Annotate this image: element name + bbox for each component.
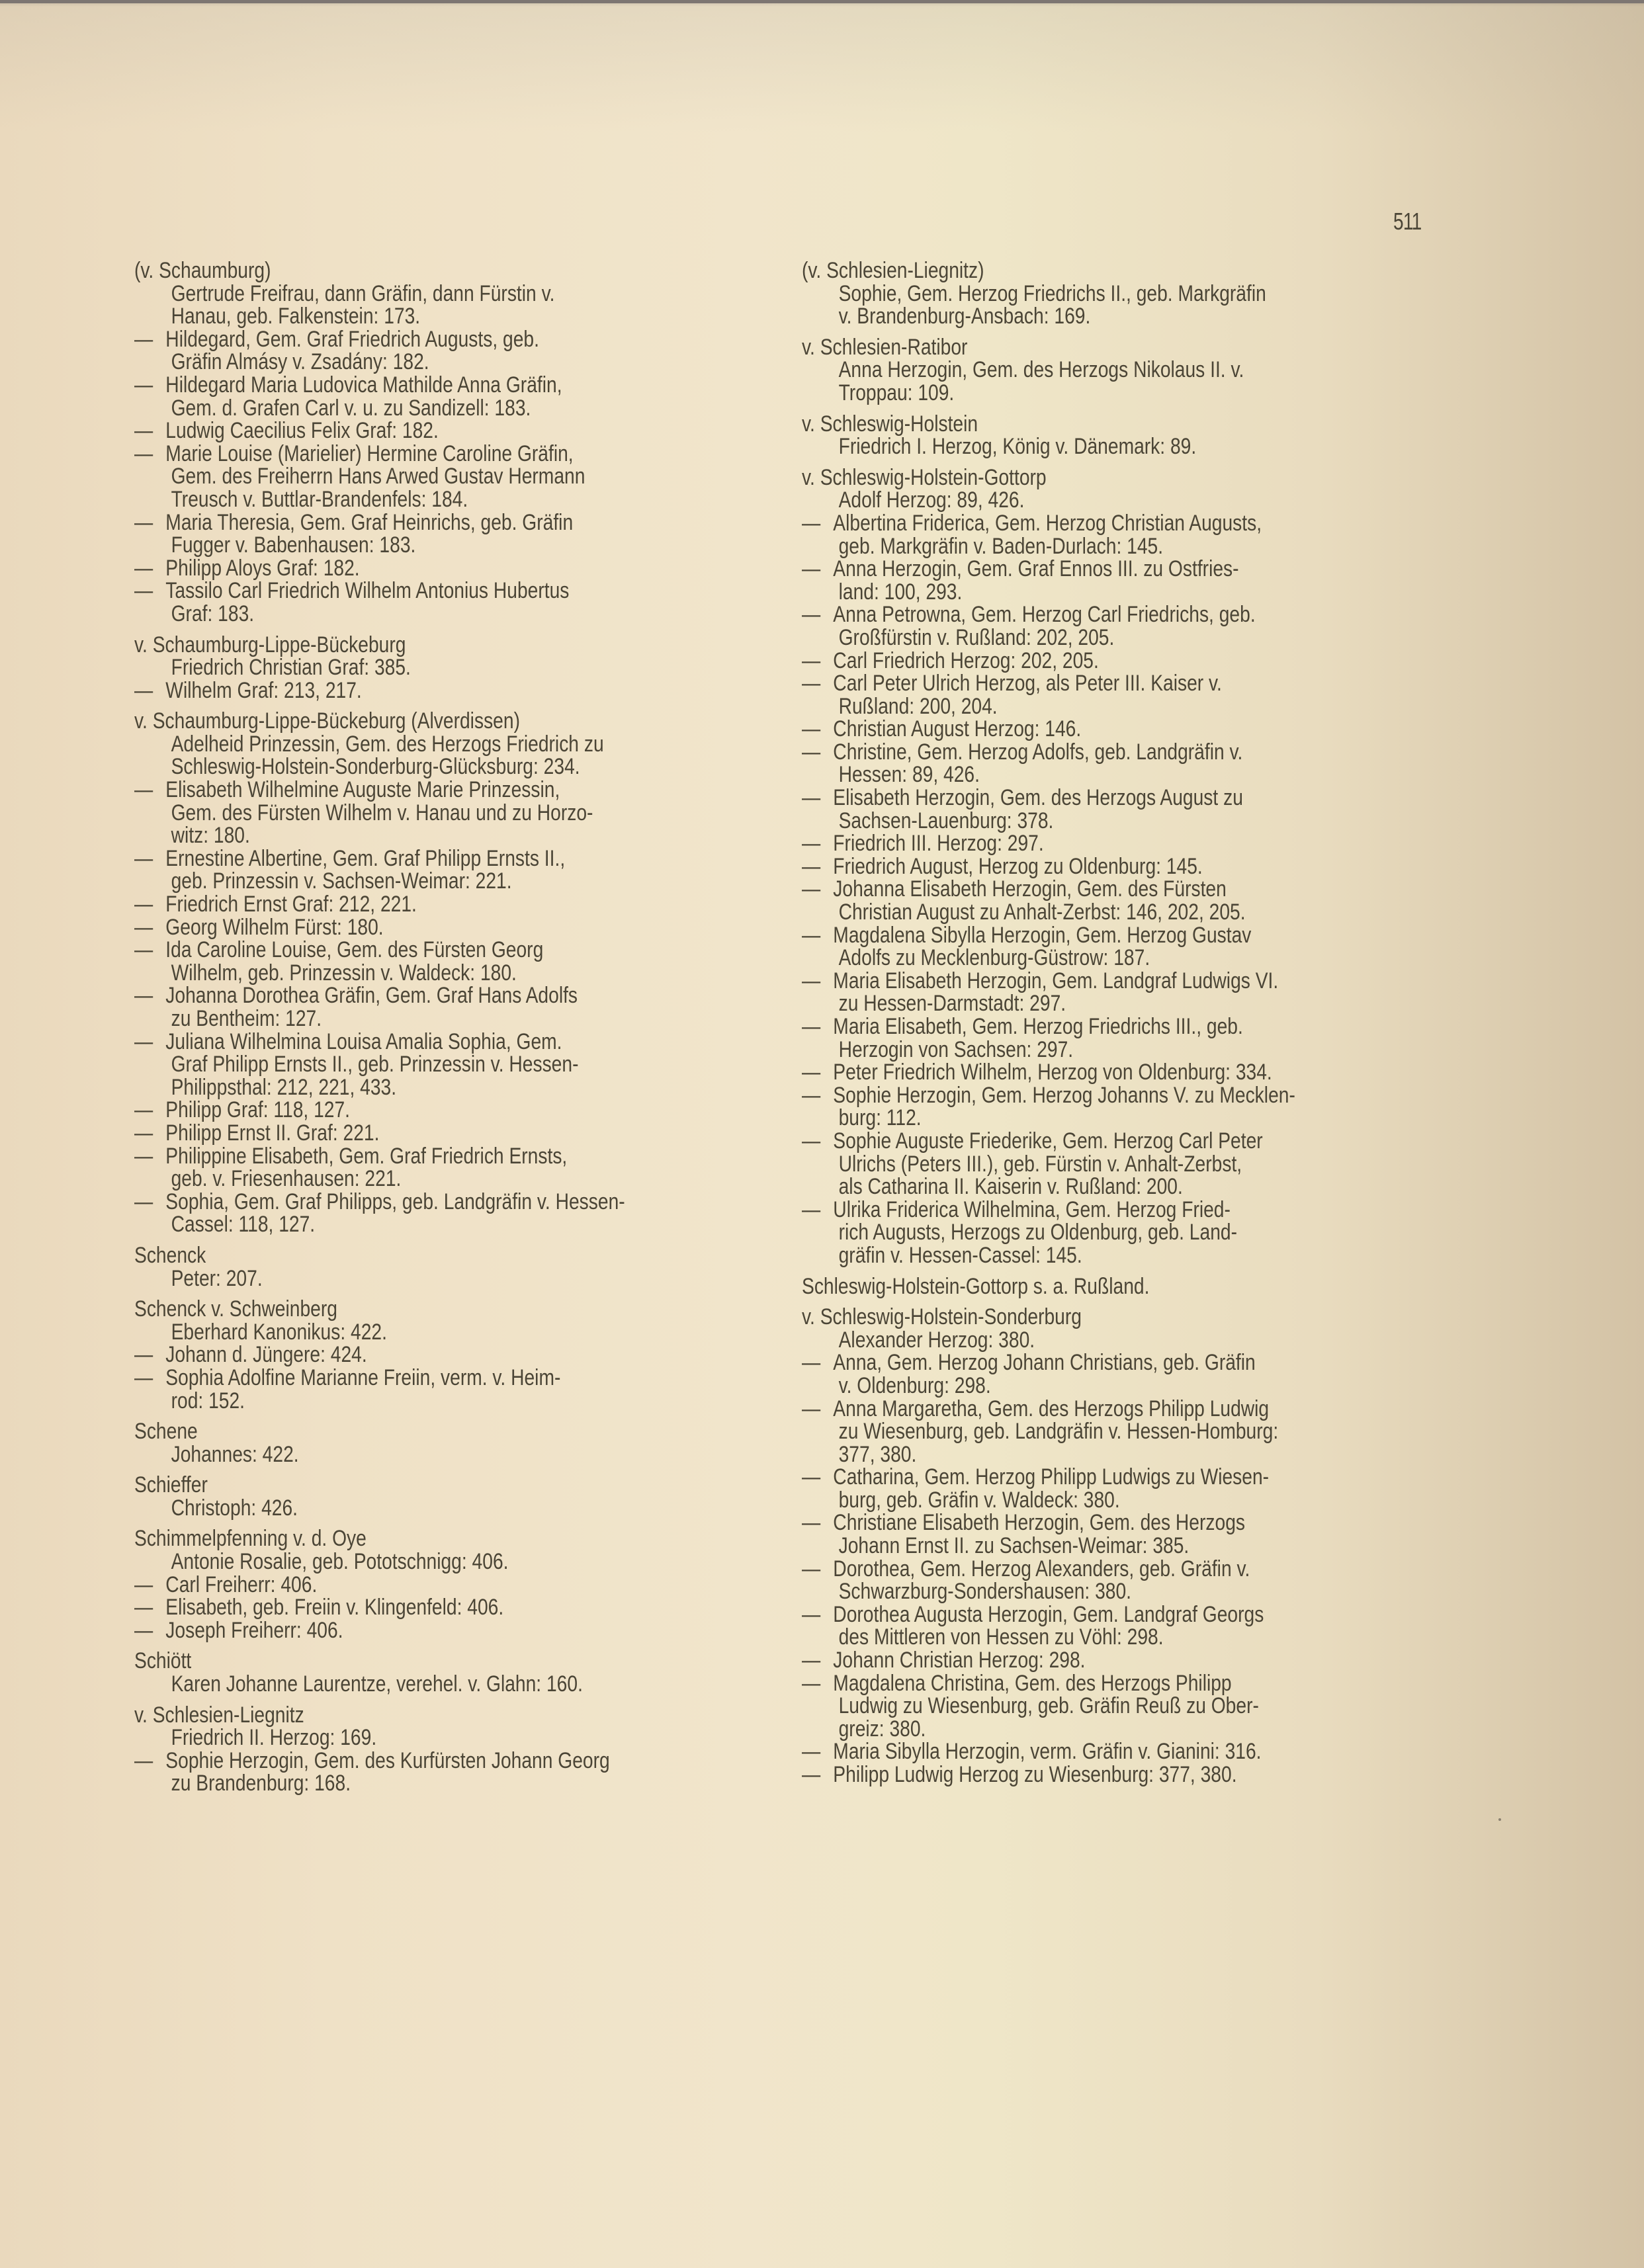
index-entry	[802, 970, 1340, 993]
index-entry	[802, 672, 1340, 695]
index-entry-continuation: Rußland: 200, 204.	[838, 693, 998, 719]
index-entry-text: Magdalena Christina, Gem. des Herzogs Philipp	[833, 1670, 1232, 1696]
dash-glyph: —	[802, 1739, 821, 1765]
index-entry-text: Johanna Dorothea Gräfin, Gem. Graf Hans Adolfs	[165, 983, 578, 1009]
index-entry: Karen Johanne Laurentze, verehel. v. Glahn: 160.	[171, 1671, 583, 1697]
index-entry-continuation: Johann Ernst II. zu Sachsen-Weimar: 385.	[838, 1533, 1190, 1559]
index-entry	[134, 374, 662, 397]
index-entry	[802, 1084, 1340, 1107]
index-entry: Gertrude Freifrau, dann Gräfin, dann Fürstin v.	[171, 280, 555, 306]
dash-glyph: —	[134, 1342, 153, 1368]
index-entry	[802, 1015, 1340, 1038]
dash-glyph: —	[802, 1396, 821, 1421]
index-entry-text: Maria Elisabeth, Gem. Herzog Friedrichs III., geb.	[833, 1014, 1243, 1039]
index-entry-continuation: zu Brandenburg: 168.	[171, 1771, 351, 1796]
index-entry-text: Philipp Graf: 118, 127.	[165, 1097, 351, 1123]
dash-glyph: —	[134, 418, 153, 444]
index-entry: Adelheid Prinzessin, Gem. des Herzogs Friedrich zu	[171, 731, 604, 757]
dash-glyph: —	[802, 1060, 821, 1085]
index-group	[802, 1275, 1450, 1298]
dash-glyph: —	[134, 914, 153, 940]
scan-speck	[1498, 1818, 1501, 1821]
dash-glyph: —	[134, 1595, 153, 1620]
index-entry-text: Philipp Aloys Graf: 182.	[165, 555, 360, 581]
index-entry: Friedrich Christian Graf: 385.	[171, 655, 411, 681]
index-heading: Schimmelpfenning v. d. Oye	[134, 1526, 367, 1552]
index-entry	[134, 939, 662, 962]
dash-glyph: —	[134, 845, 153, 871]
dash-glyph: —	[802, 671, 821, 696]
index-entry-continuation: des Mittleren von Hessen zu Vöhl: 298.	[838, 1624, 1164, 1650]
index-entry	[134, 1574, 662, 1597]
index-entry-text: Friedrich Ernst Graf: 212, 221.	[165, 892, 417, 917]
index-column-right	[802, 259, 1450, 1794]
index-heading: (v. Schaumburg)	[134, 258, 271, 283]
index-column-left	[134, 259, 769, 1803]
dash-glyph: —	[134, 1365, 153, 1390]
index-heading: v. Schaumburg-Lippe-Bückeburg	[134, 632, 406, 657]
index-heading: Schenck	[134, 1242, 206, 1268]
index-entry-text: Anna, Gem. Herzog Johann Christians, geb. Gräfin	[833, 1350, 1256, 1376]
index-entry	[802, 1351, 1340, 1374]
index-entry-text: Dorothea Augusta Herzogin, Gem. Landgraf Georgs	[833, 1601, 1264, 1627]
index-entry-text: Anna Herzogin, Gem. Graf Ennos III. zu Ostfries-	[833, 556, 1239, 582]
scan-top-edge	[0, 0, 1644, 3]
index-entry-continuation: zu Wiesenburg, geb. Landgräfin v. Hessen-Homburg:	[838, 1419, 1279, 1445]
index-entry-continuation: Sachsen-Lauenburg: 378.	[838, 808, 1054, 833]
dash-glyph: —	[134, 983, 153, 1009]
index-entry	[802, 1672, 1340, 1695]
index-entry-continuation: Ludwig zu Wiesenburg, geb. Gräfin Reuß zu Ober-	[838, 1693, 1259, 1719]
index-entry-text: Philippine Elisabeth, Gem. Graf Friedrich Ernsts,	[165, 1143, 568, 1169]
index-entry: Anna Herzogin, Gem. des Herzogs Nikolaus II. v.	[838, 357, 1244, 383]
index-entry-continuation: Philippsthal: 212, 221, 433.	[171, 1074, 397, 1100]
dash-glyph: —	[134, 372, 153, 398]
index-entry: Sophie, Gem. Herzog Friedrichs II., geb. Markgräfin	[838, 280, 1266, 306]
dash-glyph: —	[134, 441, 153, 466]
index-entry	[134, 1099, 662, 1122]
index-entry	[802, 1603, 1340, 1626]
index-entry-text: Sophie Auguste Friederike, Gem. Herzog Carl Peter	[833, 1128, 1263, 1154]
dash-glyph: —	[134, 1120, 153, 1146]
index-entry: Antonie Rosalie, geb. Pototschnigg: 406.	[171, 1549, 509, 1575]
index-entry-text: Christiane Elisabeth Herzogin, Gem. des Herzogs	[833, 1510, 1246, 1536]
index-entry-text: Ernestine Albertine, Gem. Graf Philipp Ernsts II.,	[165, 845, 566, 871]
index-entry	[134, 1749, 662, 1773]
index-heading: Schieffer	[134, 1472, 208, 1498]
index-entry-text: Wilhelm Graf: 213, 217.	[165, 677, 362, 703]
dash-glyph: —	[802, 1601, 821, 1627]
index-entry	[134, 1619, 662, 1642]
index-entry-text: Joseph Freiherr: 406.	[165, 1617, 343, 1643]
index-heading: Schleswig-Holstein-Gottorp s. a. Rußland.	[802, 1273, 1150, 1299]
index-entry: Adolf Herzog: 89, 426.	[838, 487, 1025, 513]
index-entry: Peter: 207.	[171, 1265, 263, 1291]
dash-glyph: —	[802, 1128, 821, 1154]
index-entry	[802, 924, 1340, 947]
index-entry-continuation: v. Brandenburg-Ansbach: 169.	[838, 304, 1091, 329]
index-group	[802, 466, 1450, 1267]
index-entry	[134, 1030, 662, 1054]
index-entry-continuation: rich Augusts, Herzogs zu Oldenburg, geb. Land-	[838, 1220, 1237, 1245]
index-entry-continuation: Wilhelm, geb. Prinzessin v. Waldeck: 180.	[171, 960, 517, 986]
index-entry-text: Carl Peter Ulrich Herzog, als Peter III. Kaiser v.	[833, 671, 1222, 696]
index-entry	[802, 1558, 1340, 1581]
index-entry-continuation: Herzogin von Sachsen: 297.	[838, 1036, 1074, 1062]
index-entry	[802, 1466, 1340, 1489]
dash-glyph: —	[802, 602, 821, 628]
dash-glyph: —	[134, 892, 153, 917]
index-group	[134, 1244, 769, 1290]
index-heading: v. Schleswig-Holstein-Sonderburg	[802, 1304, 1082, 1330]
index-entry	[802, 855, 1340, 878]
index-entry-text: Maria Sibylla Herzogin, verm. Gräfin v. Gianini: 316.	[833, 1739, 1262, 1765]
index-group	[134, 1650, 769, 1695]
index-heading: (v. Schlesien-Liegnitz)	[802, 258, 984, 283]
dash-glyph: —	[134, 1747, 153, 1773]
index-entry-continuation: Adolfs zu Mecklenburg-Güstrow: 187.	[838, 945, 1150, 971]
index-entry-continuation: witz: 180.	[171, 823, 250, 849]
index-entry-text: Hildegard, Gem. Graf Friedrich Augusts, geb.	[165, 326, 539, 352]
index-entry-continuation: Troppau: 109.	[838, 380, 955, 405]
index-entry-text: Carl Freiherr: 406.	[165, 1572, 318, 1597]
index-entry-continuation: Schwarzburg-Sondershausen: 380.	[838, 1579, 1131, 1605]
dash-glyph: —	[802, 1648, 821, 1673]
index-entry	[134, 511, 662, 534]
index-entry	[802, 1198, 1340, 1222]
index-entry	[802, 1740, 1340, 1763]
index-entry-text: Sophia, Gem. Graf Philipps, geb. Landgräfin v. Hessen-	[165, 1189, 625, 1214]
dash-glyph: —	[802, 648, 821, 673]
dash-glyph: —	[134, 1572, 153, 1597]
index-entry-continuation: Gem. des Freiherrn Hans Arwed Gustav Hermann	[171, 464, 585, 489]
index-entry: Johannes: 422.	[171, 1441, 299, 1467]
dash-glyph: —	[134, 1189, 153, 1214]
index-entry	[134, 916, 662, 939]
dash-glyph: —	[134, 677, 153, 703]
dash-glyph: —	[802, 1350, 821, 1376]
index-entry-text: Ida Caroline Louise, Gem. des Fürsten Georg	[165, 937, 544, 963]
index-entry-text: Anna Margaretha, Gem. des Herzogs Philipp Ludwig	[833, 1396, 1270, 1421]
index-entry-continuation: Treusch v. Buttlar-Brandenfels: 184.	[171, 486, 468, 512]
index-entry	[134, 1191, 662, 1214]
dash-glyph: —	[134, 937, 153, 963]
index-group	[134, 1420, 769, 1466]
dash-glyph: —	[134, 1617, 153, 1643]
index-entry-text: Sophia Adolfine Marianne Freiin, verm. v. Heim-	[165, 1365, 561, 1390]
dash-glyph: —	[802, 1762, 821, 1787]
index-entry	[802, 603, 1340, 626]
index-entry	[802, 786, 1340, 810]
index-heading: Schene	[134, 1419, 198, 1445]
index-group	[134, 1298, 769, 1412]
index-entry-continuation: Hessen: 89, 426.	[838, 762, 980, 788]
dash-glyph: —	[802, 831, 821, 857]
index-entry-continuation: Cassel: 118, 127.	[171, 1212, 316, 1238]
dash-glyph: —	[802, 1670, 821, 1696]
dash-glyph: —	[802, 1556, 821, 1581]
index-entry	[802, 832, 1340, 855]
index-entry-text: Johanna Elisabeth Herzogin, Gem. des Fürsten	[833, 876, 1227, 902]
index-entry-text: Hildegard Maria Ludovica Mathilde Anna Gräfin,	[165, 372, 562, 398]
index-entry	[134, 557, 662, 580]
scan-shadow	[0, 0, 1644, 132]
dash-glyph: —	[802, 876, 821, 902]
index-entry	[134, 419, 662, 442]
index-entry-text: Magdalena Sibylla Herzogin, Gem. Herzog Gustav	[833, 922, 1252, 948]
index-entry-text: Maria Elisabeth Herzogin, Gem. Landgraf Ludwigs VI.	[833, 968, 1279, 993]
index-entry-text: Johann d. Jüngere: 424.	[165, 1342, 367, 1368]
index-group	[134, 710, 769, 1236]
index-entry-continuation: geb. Markgräfin v. Baden-Durlach: 145.	[838, 533, 1164, 559]
index-entry	[134, 984, 662, 1007]
index-entry-text: Sophie Herzogin, Gem. Herzog Johanns V. zu Mecklen-	[833, 1082, 1295, 1108]
index-entry-continuation: zu Hessen-Darmstadt: 297.	[838, 991, 1066, 1017]
index-entry-text: Johann Christian Herzog: 298.	[833, 1648, 1086, 1673]
dash-glyph: —	[802, 556, 821, 582]
index-entry-text: Marie Louise (Marielier) Hermine Caroline Gräfin,	[165, 441, 574, 466]
index-entry	[134, 1122, 662, 1145]
index-entry-continuation: Fugger v. Babenhausen: 183.	[171, 532, 416, 558]
index-entry-text: Peter Friedrich Wilhelm, Herzog von Oldenburg: 334.	[833, 1060, 1272, 1085]
index-entry: Alexander Herzog: 380.	[838, 1327, 1035, 1353]
index-entry-text: Elisabeth, geb. Freiin v. Klingenfeld: 406.	[165, 1595, 504, 1620]
index-entry-continuation: Schleswig-Holstein-Sonderburg-Glücksburg: 234.	[171, 754, 580, 780]
index-entry-continuation: Graf: 183.	[171, 601, 255, 626]
index-entry: Friedrich I. Herzog, König v. Dänemark: 89.	[838, 434, 1197, 460]
index-entry-continuation: burg, geb. Gräfin v. Waldeck: 380.	[838, 1487, 1120, 1513]
index-entry-text: Sophie Herzogin, Gem. des Kurfürsten Johann Georg	[165, 1747, 610, 1773]
index-entry-continuation: Gem. d. Grafen Carl v. u. zu Sandizell: 183.	[171, 395, 531, 421]
index-entry	[134, 1145, 662, 1168]
index-entry-text: Ludwig Caecilius Felix Graf: 182.	[165, 418, 439, 444]
index-entry: Christoph: 426.	[171, 1495, 298, 1521]
dash-glyph: —	[134, 326, 153, 352]
index-entry-text: Catharina, Gem. Herzog Philipp Ludwigs zu Wiesen-	[833, 1464, 1270, 1490]
index-group	[134, 1474, 769, 1519]
index-entry-continuation: v. Oldenburg: 298.	[838, 1372, 991, 1398]
index-group	[134, 1527, 769, 1642]
index-entry	[802, 741, 1340, 764]
index-entry	[802, 1763, 1340, 1786]
page-number: 511	[1393, 208, 1422, 235]
index-entry-text: Tassilo Carl Friedrich Wilhelm Antonius Hubertus	[165, 578, 570, 604]
index-entry	[134, 847, 662, 870]
index-group	[134, 1704, 769, 1795]
index-entry-continuation: Gräfin Almásy v. Zsadány: 182.	[171, 349, 429, 375]
index-entry-continuation: Großfürstin v. Rußland: 202, 205.	[838, 624, 1115, 650]
index-entry-text: Maria Theresia, Gem. Graf Heinrichs, geb. Gräfin	[165, 509, 574, 535]
index-entry	[134, 328, 662, 351]
index-entry	[802, 1398, 1340, 1421]
index-entry-continuation: 377, 380.	[838, 1441, 917, 1467]
index-entry-continuation: rod: 152.	[171, 1388, 245, 1413]
dash-glyph: —	[802, 853, 821, 879]
index-heading: v. Schleswig-Holstein	[802, 411, 978, 437]
index-entry	[802, 1649, 1340, 1672]
dash-glyph: —	[802, 739, 821, 765]
dash-glyph: —	[134, 555, 153, 581]
index-entry-continuation: geb. Prinzessin v. Sachsen-Weimar: 221.	[171, 868, 512, 894]
index-entry-text: Albertina Friderica, Gem. Herzog Christian Augusts,	[833, 510, 1262, 536]
index-entry	[134, 1596, 662, 1619]
index-entry	[802, 558, 1340, 581]
index-entry	[134, 1343, 662, 1366]
index-entry-continuation: land: 100, 293.	[838, 579, 963, 605]
index-entry-text: Elisabeth Wilhelmine Auguste Marie Prinzessin,	[165, 777, 560, 803]
index-entry	[134, 778, 662, 802]
index-entry-continuation: Hanau, geb. Falkenstein: 173.	[171, 304, 421, 329]
index-entry-text: Elisabeth Herzogin, Gem. des Herzogs August zu	[833, 785, 1243, 811]
dash-glyph: —	[802, 1464, 821, 1490]
index-entry	[802, 878, 1340, 901]
index-entry-text: Juliana Wilhelmina Louisa Amalia Sophia, Gem.	[165, 1029, 562, 1054]
index-entry: Eberhard Kanonikus: 422.	[171, 1319, 387, 1345]
index-entry-continuation: gräfin v. Hessen-Cassel: 145.	[838, 1242, 1082, 1268]
index-group	[802, 336, 1450, 405]
index-group	[802, 413, 1450, 458]
index-entry	[134, 893, 662, 916]
index-entry	[802, 512, 1340, 535]
index-entry-continuation: als Catharina II. Kaiserin v. Rußland: 200.	[838, 1174, 1183, 1200]
index-entry	[134, 579, 662, 603]
index-entry-text: Carl Friedrich Herzog: 202, 205.	[833, 648, 1099, 673]
dash-glyph: —	[134, 1029, 153, 1054]
index-entry-continuation: burg: 112.	[838, 1105, 922, 1131]
index-entry	[802, 650, 1340, 673]
dash-glyph: —	[134, 1143, 153, 1169]
index-entry-text: Anna Petrowna, Gem. Herzog Carl Friedrichs, geb.	[833, 602, 1256, 628]
index-entry-text: Dorothea, Gem. Herzog Alexanders, geb. Gräfin v.	[833, 1556, 1250, 1581]
index-heading: Schenck v. Schweinberg	[134, 1296, 337, 1322]
index-heading: v. Schaumburg-Lippe-Bückeburg (Alverdissen)	[134, 708, 520, 734]
dash-glyph: —	[802, 968, 821, 993]
index-entry-continuation: greiz: 380.	[838, 1716, 926, 1742]
index-entry: Friedrich II. Herzog: 169.	[171, 1725, 377, 1751]
index-entry-text: Philipp Ludwig Herzog zu Wiesenburg: 377, 380.	[833, 1762, 1237, 1787]
dash-glyph: —	[802, 1014, 821, 1039]
index-entry-text: Georg Wilhelm Fürst: 180.	[165, 914, 384, 940]
index-heading: v. Schlesien-Liegnitz	[134, 1702, 304, 1728]
dash-glyph: —	[134, 578, 153, 604]
index-heading: Schiött	[134, 1648, 192, 1674]
index-entry	[134, 442, 662, 466]
index-group	[802, 259, 1450, 328]
index-entry-text: Christine, Gem. Herzog Adolfs, geb. Landgräfin v.	[833, 739, 1243, 765]
index-entry-text: Ulrika Friderica Wilhelmina, Gem. Herzog Fried-	[833, 1197, 1231, 1222]
dash-glyph: —	[802, 922, 821, 948]
index-entry	[802, 718, 1340, 741]
dash-glyph: —	[802, 1197, 821, 1222]
index-entry-continuation: zu Bentheim: 127.	[171, 1006, 322, 1031]
index-entry-text: Friedrich August, Herzog zu Oldenburg: 145.	[833, 853, 1203, 879]
index-entry-continuation: Ulrichs (Peters III.), geb. Fürstin v. Anhalt-Zerbst,	[838, 1151, 1242, 1177]
index-heading: v. Schleswig-Holstein-Gottorp	[802, 464, 1047, 490]
index-entry-continuation: Gem. des Fürsten Wilhelm v. Hanau und zu Horzo-	[171, 800, 593, 825]
dash-glyph: —	[134, 509, 153, 535]
index-heading: v. Schlesien-Ratibor	[802, 334, 968, 360]
index-group	[134, 634, 769, 702]
index-entry	[134, 1366, 662, 1390]
index-group	[134, 259, 769, 626]
index-entry	[802, 1511, 1340, 1534]
index-entry-continuation: geb. v. Friesenhausen: 221.	[171, 1166, 402, 1192]
dash-glyph: —	[802, 1082, 821, 1108]
dash-glyph: —	[802, 510, 821, 536]
index-entry-continuation: Graf Philipp Ernsts II., geb. Prinzessin v. Hessen-	[171, 1052, 579, 1077]
index-entry-text: Christian August Herzog: 146.	[833, 716, 1082, 742]
index-entry-continuation: Christian August zu Anhalt-Zerbst: 146, 202, 205.	[838, 900, 1246, 925]
index-entry	[802, 1061, 1340, 1084]
index-group	[802, 1306, 1450, 1786]
index-entry-text: Philipp Ernst II. Graf: 221.	[165, 1120, 380, 1146]
dash-glyph: —	[802, 716, 821, 742]
index-entry-text: Friedrich III. Herzog: 297.	[833, 831, 1044, 857]
index-entry	[802, 1130, 1340, 1153]
dash-glyph: —	[134, 777, 153, 803]
dash-glyph: —	[134, 1097, 153, 1123]
dash-glyph: —	[802, 785, 821, 811]
dash-glyph: —	[802, 1510, 821, 1536]
index-entry	[134, 679, 662, 702]
